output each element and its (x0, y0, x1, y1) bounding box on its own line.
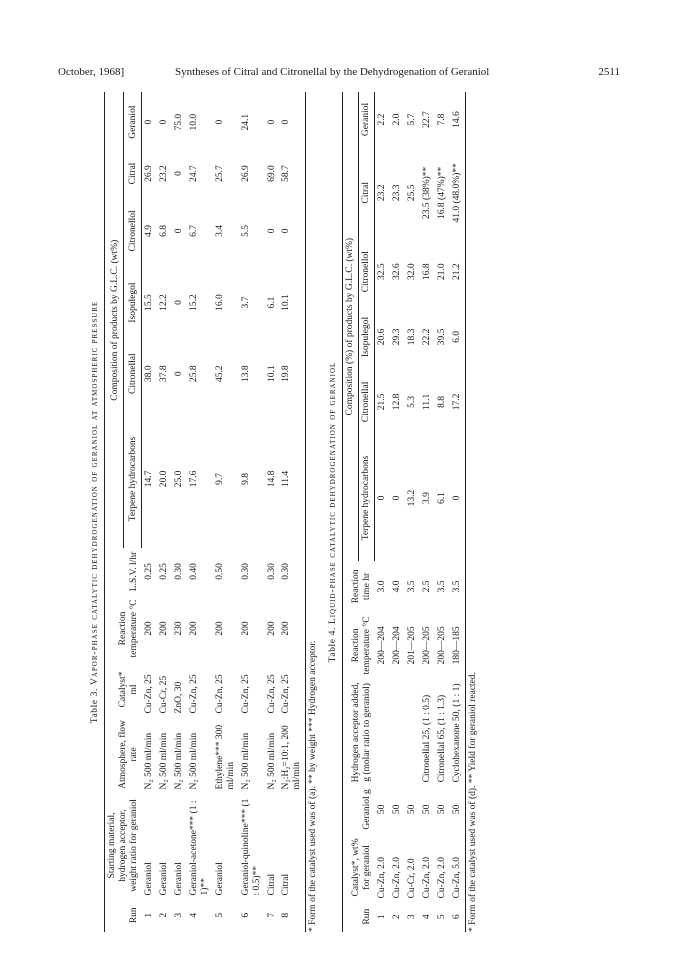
cell: 32.0 (407, 263, 418, 280)
cell: 3.0 (376, 580, 387, 593)
cell: 0.25 (143, 563, 154, 580)
cell: 14.6 (450, 92, 465, 147)
cell: Cu-Zn, 2.0 (376, 856, 387, 899)
table4-label: Table 4. (328, 627, 339, 663)
cell: 230 (174, 621, 185, 636)
cell: 21.0 (436, 263, 447, 280)
cell: 21.2 (450, 239, 465, 305)
cell: 8 (279, 898, 305, 932)
cell: 50 (436, 804, 447, 815)
table-row (375, 92, 390, 932)
cell: 75.0 (174, 113, 185, 131)
cell: Geraniol-quinoline*** (1 : 0.5)** (240, 798, 262, 896)
cell: Cu-Zn, 25 (266, 674, 277, 714)
cell: 200 (266, 621, 277, 636)
table3-title: Vapor-phase catalytic dehydrogenation of geraniol at atmospheric pressure (90, 300, 100, 685)
cell: 25.5 (407, 184, 418, 202)
cell: 23.2 (159, 165, 170, 182)
table-row (172, 92, 187, 932)
cell: 0.30 (240, 563, 251, 580)
cell: Cu-Zn, 2.0 (392, 856, 403, 899)
cell: N₂ 500 ml/min (189, 732, 200, 790)
cell: 0.40 (189, 563, 200, 580)
cell: 5 (436, 914, 447, 920)
cell: N₂ 500 ml/min (174, 732, 185, 790)
cell: 6 (240, 912, 251, 918)
cell: 14.8 (266, 470, 277, 488)
cell: 5.7 (407, 113, 418, 126)
cell: 5.5 (240, 224, 251, 237)
cell: 4.0 (392, 580, 403, 593)
cell: 41.0 (48.0%)** (450, 147, 465, 239)
cell: 0 (392, 495, 403, 501)
cell: 16.8 (421, 263, 432, 280)
cell: 10.1 (279, 267, 305, 338)
cell: 6.8 (159, 224, 170, 237)
table-row (187, 92, 213, 932)
cell: 6.1 (266, 296, 277, 309)
cell: Geraniol (143, 862, 154, 896)
cell: N₂ 500 ml/min (266, 732, 277, 790)
cell: 6.0 (450, 305, 465, 370)
cell: N₂ 500 ml/min (143, 732, 154, 790)
cell: 200 (279, 594, 305, 662)
t4-col-temp: Reaction temperature °C (343, 611, 375, 679)
cell: 37.8 (159, 365, 170, 382)
cell: Cu-Zn, 25 (279, 662, 305, 716)
cell: 32.5 (377, 263, 388, 280)
cell: Cu-Cr, 2.0 (407, 858, 418, 899)
table-row (142, 92, 157, 932)
cell: 0 (174, 371, 185, 377)
cell: 8.8 (436, 395, 447, 408)
cell: 3 (407, 914, 418, 920)
t4-col-catalyst: Catalyst*, wt% for geraniol (343, 833, 375, 901)
cell: 11.4 (279, 409, 305, 548)
cell: 24.1 (240, 113, 251, 131)
cell: 23.3 (392, 184, 403, 202)
cell: 0 (377, 495, 388, 501)
cell: 22.2 (421, 328, 432, 346)
cell: 12.8 (392, 393, 403, 411)
table3-footnote: * Form of the catalyst used was of (a). ** by weight *** Hydrogen acceptor. (308, 640, 319, 932)
cell: 16.8 (47%)** (436, 166, 447, 219)
cell: 0 (159, 119, 170, 125)
cell: Citral (279, 792, 305, 898)
t3-col-composition: Composition of products by G.L.C. (wt%) (105, 92, 124, 548)
cell: 29.3 (392, 328, 403, 346)
cell: 20.6 (377, 328, 388, 346)
cell: 2.5 (421, 580, 432, 593)
cell: 16.0 (214, 294, 225, 311)
cell: 14.7 (144, 470, 155, 488)
t3-col-catalyst: Catalyst* ml (105, 662, 142, 716)
table4 (342, 92, 465, 932)
cell (390, 679, 405, 785)
t4-col-composition: Composition (%) of products by G.L.C. (wt%) (343, 92, 359, 561)
cell: 0 (174, 228, 185, 234)
cell: Geraniol (159, 862, 170, 896)
t3-col-isopulegol: Isopulegol (123, 267, 142, 338)
table-row (450, 92, 465, 932)
header-title: Syntheses of Citral and Citronellal by the Dehydrogenation of Geraniol (175, 66, 490, 78)
t3-col-citral: Citral (123, 152, 142, 194)
cell: 0 (174, 171, 185, 176)
cell: 7.8 (436, 113, 447, 126)
cell: 3.5 (450, 561, 465, 611)
cell (405, 679, 420, 785)
cell: 7 (266, 912, 277, 918)
rotated-tables (88, 92, 648, 932)
cell: 5.3 (407, 395, 418, 408)
cell: 13.2 (407, 489, 418, 507)
cell: 3.4 (214, 224, 225, 237)
t3-col-starting: Starting material, hydrogen acceptor, weight ratio for geraniol (105, 792, 142, 898)
cell: 6.7 (189, 224, 200, 237)
table3 (104, 92, 306, 932)
t4-col-citronellol: Citronellol (359, 239, 375, 305)
cell: 3.9 (421, 492, 432, 504)
table-row (265, 92, 280, 932)
cell: 0 (266, 228, 277, 234)
cell: 0 (174, 300, 185, 305)
cell: 26.9 (144, 165, 155, 182)
cell: 69.0 (266, 165, 277, 182)
cell: 2.0 (392, 113, 403, 126)
table-row (435, 92, 450, 932)
cell: 0 (266, 119, 277, 125)
t4-col-time: Reaction time hr (343, 561, 375, 611)
cell: Cu-Zn, 25 (240, 674, 251, 714)
cell: ZnO, 30 (174, 681, 185, 714)
cell: 0.30 (174, 563, 185, 580)
cell (375, 679, 390, 785)
cell: Cu-Zn, 5.0 (450, 833, 465, 901)
cell: 15.5 (144, 294, 155, 311)
cell: 50 (421, 804, 432, 815)
cell: 2 (159, 912, 170, 918)
cell: 200—205 (421, 626, 432, 665)
cell: 21.5 (377, 393, 388, 411)
cell: 200—204 (376, 626, 387, 665)
cell: 4 (189, 912, 200, 918)
page-header (0, 66, 688, 86)
cell: 39.5 (436, 328, 447, 346)
cell: 25.0 (174, 470, 185, 488)
cell: 2.2 (377, 113, 388, 126)
cell: 50 (407, 804, 418, 815)
cell: 20.0 (159, 470, 170, 488)
table4-caption (326, 92, 342, 932)
t3-col-citronellol: Citronellol (123, 195, 142, 267)
cell: 200 (214, 621, 225, 636)
cell: 23.2 (377, 184, 388, 202)
t3-col-temp: Reaction temperature °C (105, 594, 142, 662)
cell: 0.30 (266, 563, 277, 580)
cell: 10.0 (189, 113, 200, 131)
cell: N₂ 500 ml/min (240, 732, 251, 790)
cell: 11.1 (421, 393, 432, 411)
cell: 15.2 (189, 294, 200, 311)
t3-col-terpene: Terpene hydrocarbons (123, 409, 142, 548)
t3-col-run: Run (105, 898, 142, 932)
header-date: October, 1968] (58, 66, 125, 78)
cell: 17.2 (450, 369, 465, 434)
cell: 23.5 (38%)** (421, 166, 432, 219)
t4-col-run: Run (343, 901, 375, 932)
t4-col-geraniol-g: Geraniol g (343, 785, 375, 833)
cell: 4 (421, 914, 432, 920)
cell: 201—205 (407, 626, 418, 665)
cell: 0.30 (279, 548, 305, 594)
cell: 3.7 (240, 296, 251, 309)
cell: 12.2 (159, 294, 170, 311)
cell: 180—185 (450, 611, 465, 679)
cell: 26.9 (240, 165, 251, 182)
cell: 3.5 (407, 580, 418, 593)
table-row (213, 92, 239, 932)
cell: 9.8 (240, 473, 251, 485)
cell: 0 (144, 119, 155, 125)
cell: 13.8 (240, 365, 251, 382)
cell: 38.0 (144, 365, 155, 382)
cell: Ethylene*** 300 ml/min (214, 724, 236, 790)
cell: 6.1 (436, 492, 447, 504)
table-row (420, 92, 435, 932)
cell: 0 (214, 119, 225, 125)
cell: Cyclohexanone 50, (1 : 1) (450, 679, 465, 785)
cell: 0.50 (214, 563, 225, 580)
cell: 3 (174, 912, 185, 918)
cell: Citronellal 25, (1 : 0.5) (421, 694, 432, 783)
cell: 200—204 (392, 626, 403, 665)
cell: 25.8 (189, 365, 200, 382)
table-row (405, 92, 420, 932)
t3-col-lsv: L.S.V. l/hr (105, 548, 142, 594)
table4-footnote: * Form of the catalyst used was of (d). ** Yield for geraniol reacted. (467, 671, 478, 932)
cell: 50 (450, 785, 465, 833)
cell: 50 (392, 804, 403, 815)
cell: 0 (450, 435, 465, 562)
cell: 200 (159, 621, 170, 636)
table3-caption (88, 92, 104, 932)
t4-col-acceptor: Hydrogen acceptor added, g (molar ratio to geraniol) (343, 679, 375, 785)
cell: Citral (266, 873, 277, 896)
cell: 5 (214, 912, 225, 918)
t4-col-citronellal: Citronellal (359, 369, 375, 434)
cell: Citronellal 65, (1 : 1.3) (436, 694, 447, 783)
cell: Cu-Zn, 2.0 (436, 856, 447, 899)
cell: 4.9 (144, 224, 155, 237)
cell: Geraniol-acetone*** (1 : 1)** (189, 800, 210, 896)
cell: 10.1 (266, 365, 277, 382)
cell: 0 (279, 92, 305, 152)
table-row (157, 92, 172, 932)
cell: 45.2 (214, 365, 225, 382)
cell: 18.3 (407, 328, 418, 346)
cell: Cu-Zn, 25 (189, 674, 200, 714)
cell: 3.5 (436, 580, 447, 593)
cell: 6 (450, 901, 465, 932)
table3-label: Table 3. (90, 687, 100, 724)
cell: 1 (143, 912, 154, 918)
cell: 19.8 (279, 338, 305, 410)
cell: 200 (240, 621, 251, 636)
t3-col-geraniol: Geraniol (123, 92, 142, 152)
cell: 9.7 (214, 473, 225, 485)
cell: 24.7 (189, 165, 200, 182)
cell: 32.6 (392, 263, 403, 280)
table-row (390, 92, 405, 932)
cell: 200—205 (436, 626, 447, 665)
page-number: 2511 (598, 66, 620, 78)
cell: Cu-Cr, 25 (159, 675, 170, 714)
cell: Cu-Zn, 2.0 (421, 856, 432, 899)
t4-col-geraniol: Geraniol (359, 92, 375, 147)
t4-col-isopulegol: Isopulegol (359, 305, 375, 370)
cell: Cu-Zn, 25 (214, 674, 225, 714)
t3-col-citronellal: Citronellal (123, 338, 142, 410)
t4-col-citral: Citral (359, 147, 375, 239)
cell: 200 (189, 621, 200, 636)
cell: 200 (143, 621, 154, 636)
table4-title: Liquid-phase catalytic dehydrogenation of geraniol (328, 361, 339, 625)
cell: 25.7 (214, 165, 225, 182)
cell: Cu-Zn, 25 (143, 674, 154, 714)
t4-col-terpene: Terpene hydrocarbons (359, 435, 375, 562)
cell: 50 (376, 804, 387, 815)
cell: 0.25 (159, 563, 170, 580)
cell: 22.7 (421, 111, 432, 128)
cell: Geraniol (174, 862, 185, 896)
table-row (239, 92, 265, 932)
cell: Geraniol (214, 862, 225, 896)
cell: 0 (279, 195, 305, 267)
cell: 17.6 (189, 470, 200, 488)
cell: 2 (392, 914, 403, 920)
cell: N₂:H₂=10:1, 200 ml/min (279, 716, 305, 792)
cell: 58.7 (279, 152, 305, 194)
cell: 1 (376, 914, 387, 920)
t3-col-atmosphere: Atmosphere, flow rate (105, 716, 142, 792)
cell: N₂ 500 ml/min (159, 732, 170, 790)
table-row (279, 92, 305, 932)
